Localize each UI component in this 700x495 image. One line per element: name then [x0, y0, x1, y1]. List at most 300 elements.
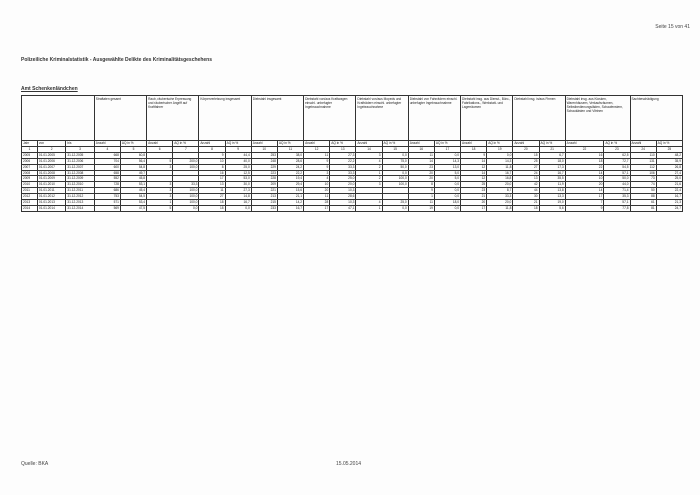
table-cell: 50 — [630, 188, 656, 194]
table-cell: 10 — [199, 158, 225, 164]
table-cell: 1 — [356, 170, 382, 176]
table-cell: 60,8 — [120, 152, 146, 158]
table-cell: 2010 — [22, 182, 38, 188]
group-header-row — [22, 96, 683, 141]
table-cell: 5,0 — [434, 170, 460, 176]
table-cell: 01.01.2006 — [37, 158, 65, 164]
table-cell: 223 — [251, 170, 277, 176]
table-cell: 2005 — [22, 152, 38, 158]
table-cell: 01.01.2013 — [37, 200, 65, 206]
table-cell: 110 — [630, 152, 656, 158]
table-cell: 50,0 — [604, 176, 630, 182]
table-cell: 11,9 — [539, 182, 565, 188]
table-cell: 35,5 — [539, 176, 565, 182]
count-header: Anzahl — [147, 141, 173, 147]
table-cell: 658 — [94, 170, 120, 176]
table-cell: 552 — [94, 176, 120, 182]
table-cell: 2 — [356, 176, 382, 182]
table-cell: 30,0 — [225, 182, 251, 188]
table-cell: 33,3 — [330, 164, 356, 170]
footer-source: Quelle: BKA — [21, 461, 49, 467]
table-cell: 20 — [461, 200, 487, 206]
table-cell: 3 — [147, 164, 173, 170]
table-cell: 22,2 — [277, 170, 303, 176]
table-cell: 62,5 — [604, 152, 630, 158]
table-cell: 29,4 — [277, 182, 303, 188]
table-cell: 23 — [408, 164, 434, 170]
table-cell: 11 — [408, 200, 434, 206]
table-cell: 106 — [630, 170, 656, 176]
table-row — [22, 205, 683, 211]
table-cell: 28,6 — [330, 194, 356, 200]
table-cell: 8,7 — [487, 188, 513, 194]
rate-header: AQ in % — [604, 141, 630, 147]
group-header: Körperverletzung insgesamt — [199, 96, 251, 141]
table-cell: 215 — [251, 200, 277, 206]
table-cell: 23 — [461, 188, 487, 194]
statistics-table — [21, 95, 683, 212]
column-number: 23 — [604, 146, 630, 152]
table-cell: 200,0 — [173, 158, 199, 164]
table-cell: 21,3 — [656, 200, 682, 206]
table-cell: 14 — [461, 170, 487, 176]
table-cell: 75,0 — [382, 158, 408, 164]
table-cell: 2006 — [22, 158, 38, 164]
table-cell: 0,0 — [434, 194, 460, 200]
table-cell: 8 — [199, 164, 225, 170]
table-cell: 20,0 — [487, 182, 513, 188]
table-cell: 61 — [630, 200, 656, 206]
page-number: Seite 15 von 41 — [655, 24, 690, 30]
table-cell: 35,3 — [604, 194, 630, 200]
count-header: Anzahl — [356, 141, 382, 147]
rate-header: AQ in % — [225, 141, 251, 147]
table-cell: 27,4 — [656, 170, 682, 176]
column-number: 13 — [330, 146, 356, 152]
group-header: Diebstahl insgesamt — [251, 96, 303, 141]
table-cell: 40,0 — [225, 158, 251, 164]
column-number: 6 — [147, 146, 173, 152]
table-cell: 11 — [199, 188, 225, 194]
table-cell: 17,3 — [539, 164, 565, 170]
table-cell: 20,0 — [330, 182, 356, 188]
table-cell: 28 — [304, 200, 330, 206]
table-cell: 5 — [147, 205, 173, 211]
column-number: 12 — [304, 146, 330, 152]
table-cell: 0,0 — [382, 205, 408, 211]
table-cell: 753 — [94, 194, 120, 200]
table-cell: 0,0 — [382, 152, 408, 158]
table-cell: 19,4 — [277, 176, 303, 182]
rate-header: AQ in % — [382, 141, 408, 147]
rate-header: AQ in % — [434, 141, 460, 147]
table-cell: 18,0 — [539, 158, 565, 164]
group-header: Diebstahl insg. aus Kiosken, Warenhäusern, Verkaufsräumen, Selbstbedienungsläden, Schaufenstern, Schaukästen und Vitrinen — [565, 96, 630, 141]
table-cell: 45,8 — [120, 176, 146, 182]
table-cell: 71,4 — [604, 188, 630, 194]
table-cell: 01.01.2014 — [37, 205, 65, 211]
table-cell: 12 — [461, 176, 487, 182]
group-header: Diebstahl von/aus Mopeds und Krafträdern einschl. unbefugter Ingebrauchnahme — [356, 96, 408, 141]
table-cell: 27 — [513, 164, 539, 170]
table-cell: 44,0 — [604, 182, 630, 188]
column-number: 10 — [251, 146, 277, 152]
table-cell: 13,3 — [539, 194, 565, 200]
table-cell: 11 — [304, 194, 330, 200]
table-cell: 53,0 — [225, 176, 251, 182]
table-cell: 9 — [461, 152, 487, 158]
table-cell: 81 — [630, 205, 656, 211]
column-number: 24 — [630, 146, 656, 152]
column-number: 9 — [225, 146, 251, 152]
column-number: 3 — [66, 146, 94, 152]
table-cell: 9 — [199, 152, 225, 158]
column-number: 5 — [120, 146, 146, 152]
group-header: Straftaten gesamt — [94, 96, 146, 141]
table-cell: 20 — [408, 170, 434, 176]
table-cell: 100,0 — [173, 164, 199, 170]
table-cell: 0,0 — [487, 152, 513, 158]
table-cell: 100,0 — [173, 194, 199, 200]
table-cell: 14 — [565, 188, 604, 194]
table-cell: 53,4 — [120, 200, 146, 206]
table-cell: 0,0 — [382, 170, 408, 176]
table-cell: 0,0 — [225, 205, 251, 211]
table-cell: 100,0 — [382, 176, 408, 182]
table-cell: 2014 — [22, 205, 38, 211]
column-number: 16 — [408, 146, 434, 152]
column-number: 1 — [22, 146, 38, 152]
table-cell: 2013 — [22, 200, 38, 206]
table-cell: 253 — [251, 152, 277, 158]
table-cell: 38,0 — [277, 152, 303, 158]
table-cell: 571 — [94, 200, 120, 206]
table-cell: 54,5 — [120, 194, 146, 200]
table-cell: 18 — [199, 200, 225, 206]
table-cell: 668 — [94, 152, 120, 158]
table-cell: 600 — [94, 164, 120, 170]
table-cell: 100,0 — [173, 188, 199, 194]
table-cell: 31.12.2010 — [66, 182, 94, 188]
table-cell: 11,8 — [487, 164, 513, 170]
base-header: bis — [66, 141, 94, 147]
count-header: Anzahl — [199, 141, 225, 147]
table-cell: 01.01.2010 — [37, 182, 65, 188]
table-cell: 22,4 — [656, 188, 682, 194]
table-cell: 01.01.2009 — [37, 176, 65, 182]
table-cell: 31.12.2011 — [66, 188, 94, 194]
table-cell: 10,3 — [330, 200, 356, 206]
table-cell: 5,0 — [434, 176, 460, 182]
table-cell: 112 — [630, 164, 656, 170]
table-cell: 20 — [304, 188, 330, 194]
table-cell: 16 — [565, 152, 604, 158]
table-cell: 42 — [513, 182, 539, 188]
column-number: 18 — [461, 146, 487, 152]
table-cell: 13,8 — [539, 188, 565, 194]
table-cell: 16,7 — [539, 170, 565, 176]
section-title: Amt Schenkenländchen — [21, 86, 78, 92]
table-cell: 0,0 — [434, 152, 460, 158]
table-cell: 11 — [408, 152, 434, 158]
table-cell: 31.12.2012 — [66, 194, 94, 200]
count-header: Anzahl — [408, 141, 434, 147]
table-cell: 18 — [565, 158, 604, 164]
table-cell: 1 — [356, 205, 382, 211]
table-cell: 47,5 — [120, 205, 146, 211]
table-cell: 14 — [565, 170, 604, 176]
table-cell: 16,7 — [487, 170, 513, 176]
table-cell: 686 — [94, 188, 120, 194]
table-cell: 11,8 — [487, 205, 513, 211]
table-cell: 21,6 — [656, 182, 682, 188]
table-cell: 54,8 — [120, 164, 146, 170]
table-cell: 12 — [461, 164, 487, 170]
table-cell: 7 — [565, 200, 604, 206]
table-cell: 18 — [513, 205, 539, 211]
table-cell: 2012 — [22, 194, 38, 200]
table-cell: 33,3 — [487, 194, 513, 200]
table-cell: 57,1 — [604, 200, 630, 206]
table-cell: 49,7 — [120, 170, 146, 176]
base-header: Jahr — [22, 141, 38, 147]
column-number: 11 — [277, 146, 303, 152]
table-cell: 3 — [356, 182, 382, 188]
table-cell: 25,0 — [330, 176, 356, 182]
table-cell: 19,0 — [539, 200, 565, 206]
table-cell: 33,3 — [173, 182, 199, 188]
base-header: von — [37, 141, 65, 147]
table-cell: 56,4 — [120, 158, 146, 164]
table-cell: 31.12.2005 — [66, 152, 94, 158]
table-cell: 24,2 — [277, 164, 303, 170]
table-cell: 0,0 — [173, 205, 199, 211]
table-cell: 31.12.2014 — [66, 205, 94, 211]
rate-header: AQ in % — [277, 141, 303, 147]
table-cell: 0,0 — [434, 205, 460, 211]
table-cell: 57,1 — [604, 170, 630, 176]
table-cell: 50,0 — [382, 164, 408, 170]
table-cell: 22,2 — [330, 158, 356, 164]
column-number: 7 — [173, 146, 199, 152]
table-cell: 3 — [147, 194, 173, 200]
table-cell: 25 — [513, 158, 539, 164]
table-cell: 16,7 — [656, 194, 682, 200]
table-cell: 74 — [630, 182, 656, 188]
table-cell: 10 — [304, 182, 330, 188]
column-number: 15 — [382, 146, 408, 152]
group-header: Diebstahl von/aus Kraftwagen einschl. unbefugter Ingebrauchnahme — [304, 96, 356, 141]
table-body — [22, 152, 683, 211]
table-cell: 01.01.2012 — [37, 194, 65, 200]
table-cell: 221 — [251, 188, 277, 194]
table-cell: 728 — [94, 182, 120, 188]
table-cell: 48,2 — [656, 152, 682, 158]
group-header: Diebstahl insg. aus Dienst-, Büro-, Fabrikations-, Werkstatt- und Lagerräumen — [461, 96, 513, 141]
table-cell: 44 — [513, 188, 539, 194]
count-header: Anzahl — [94, 141, 120, 147]
table-cell: 16,7 — [277, 205, 303, 211]
table-cell: 4 — [356, 200, 382, 206]
table-cell: 44,4 — [225, 152, 251, 158]
table-cell: 17 — [461, 205, 487, 211]
table-cell: 47,1 — [330, 205, 356, 211]
table-cell: 569 — [94, 205, 120, 211]
table-cell: 15,6 — [277, 188, 303, 194]
table-cell: 17 — [565, 194, 604, 200]
table-cell: 20,0 — [487, 200, 513, 206]
table-cell: 3 — [304, 170, 330, 176]
table-cell: 9 — [408, 188, 434, 194]
table-cell: 14 — [461, 158, 487, 164]
table-cell: 19 — [408, 205, 434, 211]
table-cell: 10 — [565, 176, 604, 182]
table-cell: 12,5 — [225, 170, 251, 176]
table-cell: 25,0 — [382, 200, 408, 206]
column-number: 17 — [434, 146, 460, 152]
table-cell: 100,0 — [173, 200, 199, 206]
table-cell: 77,8 — [604, 205, 630, 211]
table-cell: 0,0 — [434, 188, 460, 194]
table-cell: 233 — [251, 205, 277, 211]
table-cell: 3 — [147, 188, 173, 194]
table-cell: 704 — [94, 158, 120, 164]
table-cell: 28,6 — [277, 158, 303, 164]
table-cell: 2011 — [22, 188, 38, 194]
table-cell: 14 — [408, 158, 434, 164]
group-header: Diebstahl insg. in/aus Firmen — [513, 96, 565, 141]
column-number: 14 — [356, 146, 382, 152]
count-header: Anzahl — [251, 141, 277, 147]
table-cell: 16,7 — [225, 200, 251, 206]
table-cell: 11 — [304, 152, 330, 158]
column-number: 2 — [37, 146, 65, 152]
table-cell: 26,8 — [656, 164, 682, 170]
rate-header: AQ in % — [120, 141, 146, 147]
table-cell: 73 — [630, 176, 656, 182]
table-cell: 10,3 — [330, 188, 356, 194]
table-cell: 01.01.2005 — [37, 152, 65, 158]
rate-header: AQ in % — [330, 141, 356, 147]
footer-date: 15.05.2014 — [336, 461, 362, 467]
table-cell: 01.01.2007 — [37, 164, 65, 170]
table-cell: 27 — [199, 194, 225, 200]
table-cell: 20 — [565, 182, 604, 188]
table-cell: 53,1 — [120, 182, 146, 188]
column-number: 19 — [487, 146, 513, 152]
table-cell: 24 — [513, 170, 539, 176]
count-header: Anzahl — [630, 141, 656, 147]
table-cell: 8 — [408, 182, 434, 188]
table-cell: 22 — [565, 164, 604, 170]
rate-header: AQ in % — [539, 141, 565, 147]
table-cell: 31.12.2009 — [66, 176, 94, 182]
document-title: Polizeiliche Kriminalstatistik - Ausgewählte Delikte des Kriminalitätsgeschehens — [21, 57, 212, 63]
table-cell: 13 — [199, 182, 225, 188]
table-cell: 6,7 — [539, 152, 565, 158]
table-cell: 33,3 — [330, 170, 356, 176]
table-cell: 31.12.2007 — [66, 164, 94, 170]
column-number: 20 — [513, 146, 539, 152]
table-cell: 18 — [199, 205, 225, 211]
table-cell: 209 — [251, 182, 277, 188]
group-header: Diebstahl von Fahrrädern einschl. unbefugter Ingebrauchnahme — [408, 96, 460, 141]
table-cell: 3 — [356, 152, 382, 158]
table-cell: 31.12.2013 — [66, 200, 94, 206]
table-cell: 54,5 — [604, 164, 630, 170]
table-cell: 72,7 — [604, 158, 630, 164]
table-cell: 15 — [513, 152, 539, 158]
table-cell: 17 — [304, 205, 330, 211]
table-cell: 1 — [147, 200, 173, 206]
group-header: Sachbeschädigung — [630, 96, 682, 141]
count-header: Anzahl — [565, 141, 604, 147]
table-cell: 4 — [356, 158, 382, 164]
table-cell: 31.12.2008 — [66, 170, 94, 176]
table-cell: 25,0 — [656, 176, 682, 182]
table-cell: 13 — [513, 176, 539, 182]
table-cell: 14,2 — [277, 200, 303, 206]
table-cell: 31.12.2006 — [66, 158, 94, 164]
table-cell: 131 — [630, 158, 656, 164]
table-cell: 1 — [408, 194, 434, 200]
column-number: 21 — [539, 146, 565, 152]
table-cell: 27,3 — [225, 188, 251, 194]
table-cell: 2007 — [22, 164, 38, 170]
table-cell: 16 — [199, 170, 225, 176]
rate-header: AQ in % — [173, 141, 199, 147]
table-cell: 13,0 — [434, 164, 460, 170]
count-header: Anzahl — [304, 141, 330, 147]
table-cell: 25,0 — [225, 164, 251, 170]
table-cell: 88 — [630, 194, 656, 200]
rate-header: AQ in % — [656, 141, 682, 147]
table-cell: 5 — [147, 158, 173, 164]
column-number: 25 — [656, 146, 682, 152]
column-number: 8 — [199, 146, 225, 152]
count-header: Anzahl — [461, 141, 487, 147]
table-cell: 21,1 — [277, 194, 303, 200]
table-cell: 21 — [461, 194, 487, 200]
rate-header: AQ in % — [487, 141, 513, 147]
table-cell: 18,0 — [434, 200, 460, 206]
table-cell: 01.01.2011 — [37, 188, 65, 194]
table-cell: 4 — [304, 176, 330, 182]
table-cell: 01.01.2008 — [37, 170, 65, 176]
table-cell: 9 — [304, 164, 330, 170]
table-cell: 14,3 — [434, 158, 460, 164]
table-cell: 24,7 — [656, 205, 682, 211]
table-cell: 0,0 — [434, 182, 460, 188]
table-cell: 21 — [513, 200, 539, 206]
base-header-blank — [22, 96, 95, 141]
table-cell: 100,0 — [382, 182, 408, 188]
column-number: 22 — [565, 146, 604, 152]
table-cell: 5,6 — [539, 205, 565, 211]
table-cell: 27,3 — [330, 152, 356, 158]
table-cell: 45,4 — [120, 188, 146, 194]
table-cell: 2009 — [22, 176, 38, 182]
table-cell: 213 — [251, 194, 277, 200]
count-header: Anzahl — [513, 141, 539, 147]
group-header: Raub, räuberische Erpressung und räuberischer Angriff auf Kraftfahrer — [147, 96, 199, 141]
table-cell: 9 — [304, 158, 330, 164]
table-cell: 20 — [408, 176, 434, 182]
table-cell: 2008 — [22, 170, 38, 176]
table-cell: 248 — [251, 158, 277, 164]
table-cell: 3 — [147, 182, 173, 188]
table-cell: 2 — [356, 164, 382, 170]
